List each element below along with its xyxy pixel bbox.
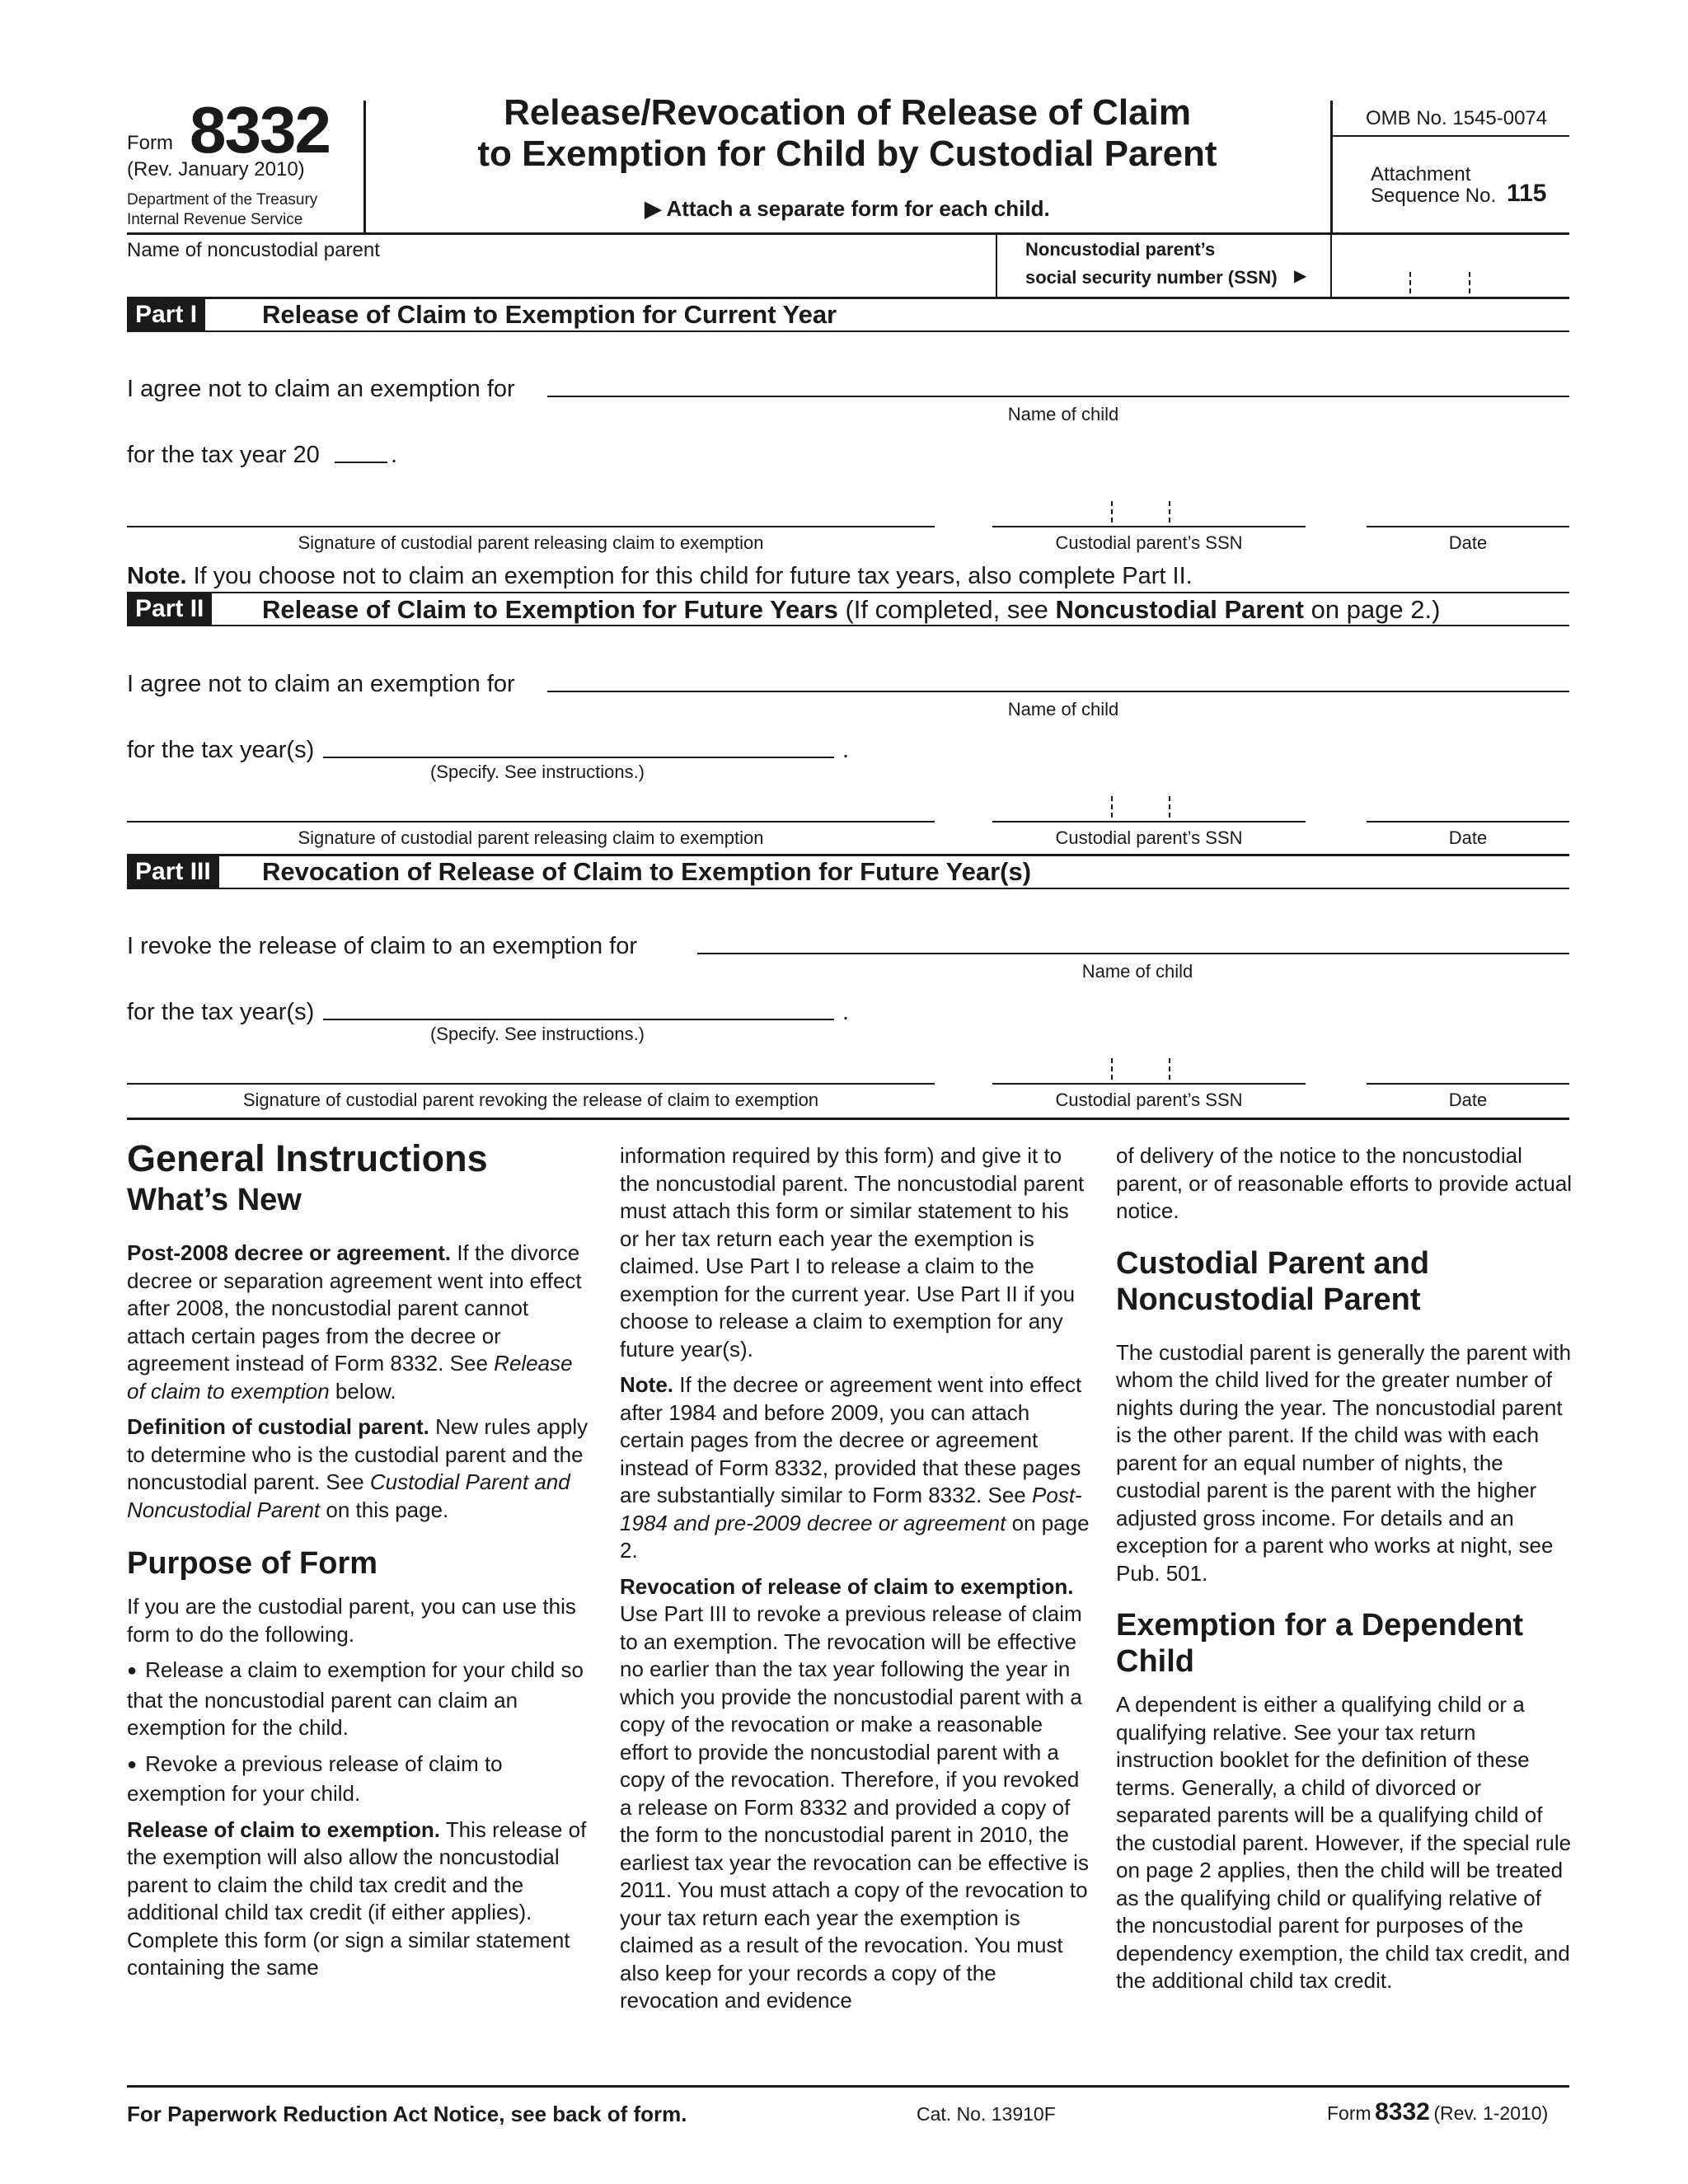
part-3-child-name-caption: Name of child [1081, 961, 1193, 982]
period: . [842, 737, 850, 763]
release-label: Release of claim to exemption. [127, 1816, 441, 1842]
part-1-ssn-caption: Custodial parent’s SSN [1055, 532, 1243, 553]
part-2-ssn-field[interactable] [992, 821, 1306, 823]
row-rule [127, 297, 1569, 299]
ssn-separator [1169, 501, 1170, 523]
part-3-label: Part III [127, 856, 219, 888]
part-2-top-rule [127, 592, 1569, 593]
note-2-text: If the decree or agreement went into effect after 1984 and before 2009, you can attach certain pages from the decree or agreement instead of Form 8332, provided that these pages are substantially similar to Form 8332. See [620, 1372, 1082, 1507]
post2008-ref: Release of claim to exemption [127, 1351, 573, 1404]
attachment-label: Attachment [1371, 163, 1471, 185]
part-2-title-ref: Noncustodial Parent [1055, 595, 1304, 624]
part-2-title-end: on page 2.) [1311, 595, 1441, 624]
part-3-bottom-rule [127, 1118, 1569, 1120]
paperwork-notice: For Paperwork Reduction Act Notice, see back of form. [127, 2102, 687, 2126]
part-3-date-field[interactable] [1367, 1083, 1569, 1085]
footer-form-number: 8332 [1375, 2098, 1430, 2125]
footer-form-id [1327, 2098, 1548, 2126]
part-2-tax-years-text: for the tax year(s) [127, 737, 315, 763]
part-2-title [262, 595, 1440, 625]
part-2-ssn-caption: Custodial parent’s SSN [1055, 827, 1243, 848]
footer-revision: (Rev. 1-2010) [1433, 2102, 1549, 2124]
footer-form-word: Form [1327, 2102, 1372, 2124]
part-3-tax-years-text: for the tax year(s) [127, 999, 315, 1025]
noncustodial-name-label: Name of noncustodial parent [127, 239, 380, 261]
part-1-date-caption: Date [1448, 532, 1488, 553]
ssn-separator [1169, 1058, 1170, 1080]
part-2-rule [127, 625, 1569, 626]
definition-text: New rules apply to determine who is the custodial parent and the noncustodial parent. See [127, 1414, 588, 1494]
part-1-signature-field[interactable] [127, 526, 935, 527]
note-2-ref: Post-1984 and pre-2009 decree or agreement [620, 1483, 1082, 1535]
purpose-bullet-1-text: Release a claim to exemption for your child so that the noncustodial parent can claim an exemption for the child. [127, 1657, 584, 1740]
exemption-heading: Exemption for a Dependent Child [1116, 1608, 1524, 1679]
period: . [391, 442, 398, 468]
purpose-intro: If you are the custodial parent, you can use this form to do the following. [127, 1594, 576, 1647]
omb-divider [1332, 135, 1569, 137]
custodial-paragraph: The custodial parent is generally the parent with whom the child lived for the greater number of nights during the year. The noncustodial parent is the other parent. If the child was with each parent for an equal number of nights, the custodial parent is the parent with the higher adjusted gross income. For details and an exception for a parent who works at night, see Pub. 501. [1116, 1339, 1572, 1586]
ssn-separator [1409, 272, 1411, 293]
revocation-continued: of delivery of the notice to the noncustodial parent, or of reasonable efforts to provide actual notice. [1116, 1143, 1573, 1223]
post2008-paragraph [127, 1240, 588, 1405]
purpose-bullet-2 [127, 1750, 588, 1808]
form-title-line1: Release/Revocation of Release of Claim [504, 92, 1191, 133]
noncustodial-name-field[interactable] [127, 262, 992, 295]
definition-ref: Custodial Parent and Noncustodial Parent [127, 1469, 570, 1522]
ssn-separator [1111, 796, 1113, 818]
part-1-ssn-field[interactable] [992, 526, 1306, 527]
agency: Internal Revenue Service [127, 211, 303, 228]
release-paragraph [127, 1816, 588, 1982]
note-2-label: Note. [620, 1372, 673, 1397]
header-rule [127, 232, 1569, 235]
part-3-rule [127, 888, 1569, 889]
period: . [842, 999, 850, 1025]
arrow-right-icon: ▶ [645, 196, 662, 221]
part-2-child-name-caption: Name of child [1007, 699, 1119, 719]
definition-end: on this page. [326, 1497, 449, 1522]
part-2-signature-caption: Signature of custodial parent releasing claim to exemption [298, 827, 764, 848]
part-1-signature-caption: Signature of custodial parent releasing claim to exemption [298, 532, 764, 553]
part-3-signature-field[interactable] [127, 1083, 935, 1085]
post2008-end: below. [335, 1378, 396, 1404]
part-2-child-name-field[interactable] [547, 691, 1569, 692]
department: Department of the Treasury [127, 191, 318, 209]
purpose-bullet-2-text: Revoke a previous release of claim to exemption for your child. [127, 1750, 503, 1806]
catalog-number: Cat. No. 13910F [917, 2103, 1056, 2125]
purpose-bullet-1 [127, 1657, 588, 1742]
revocation-paragraph [620, 1573, 1090, 2015]
part-2-signature-field[interactable] [127, 821, 935, 823]
form-revision: (Rev. January 2010) [127, 158, 305, 180]
definition-label: Definition of custodial parent. [127, 1414, 429, 1439]
sequence-label: Sequence No. [1371, 185, 1497, 207]
part-1-label: Part I [127, 299, 205, 330]
ssn-separator [1469, 272, 1470, 293]
post2008-text: If the divorce decree or separation agreement went into effect after 2008, the noncustodial parent cannot attach certain pages from the decree or agreement instead of Form 8332. See [127, 1240, 582, 1376]
custodial-heading: Custodial Parent and Noncustodial Parent [1116, 1245, 1430, 1317]
form-word: Form [127, 132, 173, 154]
part-3-revoke-text: I revoke the release of claim to an exemption for [127, 933, 637, 959]
part-2-agree-text: I agree not to claim an exemption for [127, 671, 515, 697]
note-line [127, 563, 1193, 590]
post2008-label: Post-2008 decree or agreement. [127, 1240, 452, 1265]
sequence-number: 115 [1507, 180, 1547, 207]
part-2-title-main: Release of Claim to Exemption for Future Years [262, 595, 838, 624]
ssn-box-divider [1330, 234, 1332, 298]
part-1-title: Release of Claim to Exemption for Current Year [262, 300, 837, 329]
part-2-specify-caption: (Specify. See instructions.) [429, 762, 645, 782]
ssn-separator [1111, 501, 1113, 523]
part-2-date-caption: Date [1448, 827, 1488, 848]
part-1-rule [127, 330, 1569, 332]
note-label: Note. [127, 563, 187, 589]
part-1-child-name-field[interactable] [547, 396, 1569, 397]
footer-rule [127, 2085, 1569, 2088]
part-1-tax-year-text: for the tax year 20 [127, 442, 320, 468]
header-divider-left [363, 101, 366, 232]
release-text: This release of the exemption will also allow the noncustodial parent to claim the child tax credit and the additional child tax credit (if either applies). Complete this form (or sign a similar statement containing the same [127, 1816, 587, 1980]
revocation-label: Revocation of release of claim to exemption. [620, 1573, 1074, 1599]
part-1-agree-text: I agree not to claim an exemption for [127, 376, 515, 402]
revocation-text: Use Part III to revoke a previous release of claim to an exemption. The revocation will be effective no earlier than the tax year following the year in which you provide the noncustodial parent with a copy of the revocation or make a reasonable effort to provide the noncustodial parent with a copy of the revocation. Therefore, if you revoked a release on Form 8332 and provided a copy of the form to the noncustodial parent in 2010, the earliest tax year the revocation can be effective is 2011. You must attach a copy of the revocation to your tax return each year the exemption is claimed as a result of the revocation. You must also keep for your records a copy of the revocation and evidence [620, 1601, 1089, 2013]
noncustodial-ssn-field[interactable] [1334, 239, 1569, 297]
part-2-title-paren: (If completed, see [845, 595, 1048, 624]
noncustodial-ssn-label-2: social security number (SSN) [1025, 267, 1278, 288]
header-divider-right [1330, 101, 1333, 232]
part-3-signature-caption: Signature of custodial parent revoking the release of claim to exemption [242, 1090, 819, 1110]
ssn-separator [1169, 796, 1170, 818]
part-3-top-rule [127, 854, 1569, 856]
general-instructions-heading: General Instructions [127, 1137, 488, 1179]
part-3-ssn-caption: Custodial parent’s SSN [1055, 1090, 1243, 1110]
part-3-specify-caption: (Specify. See instructions.) [429, 1024, 645, 1044]
exemption-paragraph: A dependent is either a qualifying child or a qualifying relative. See your tax return instruction booklet for the definition of these terms. Generally, a child of divorced or separated parents will be a qualifying child of the custodial parent. However, if the special rule on page 2 applies, then the child will be treated as the qualifying child or qualifying relative of the noncustodial parent for purposes of the dependency exemption, the child tax credit, and the additional child tax credit. [1116, 1692, 1572, 1993]
attach-note-text: Attach a separate form for each child. [666, 196, 1050, 221]
ssn-separator [1111, 1058, 1113, 1080]
instructions-column-1 [127, 1137, 588, 1990]
form-number: 8332 [190, 93, 330, 166]
whats-new-heading: What’s New [127, 1183, 302, 1217]
form-title [369, 92, 1325, 175]
part-3-title: Revocation of Release of Claim to Exemption for Future Year(s) [262, 857, 1032, 886]
part-2-label: Part II [127, 593, 212, 625]
noncustodial-ssn-label-1: Noncustodial parent’s [1025, 239, 1216, 260]
part-3-tax-years-field[interactable] [323, 1019, 834, 1020]
purpose-heading: Purpose of Form [127, 1546, 378, 1581]
part-3-child-name-field[interactable] [697, 953, 1569, 954]
part-1-child-name-caption: Name of child [1007, 404, 1119, 424]
part-2-tax-years-field[interactable] [323, 757, 834, 758]
part-3-ssn-field[interactable] [992, 1083, 1306, 1085]
attach-note [369, 196, 1325, 222]
ssn-divider [996, 234, 997, 298]
note-2-end: on page 2. [620, 1510, 1090, 1563]
instructions-column-3 [1116, 1142, 1573, 2004]
purpose-continued: information required by this form) and give it to the noncustodial parent. The noncustodial parent must attach this form or similar statement to his or her tax return each year the exemption is claimed. Use Part I to release a claim to the exemption for the current year. Use Part II if you choose to release a claim to exemption for any future year(s). [620, 1143, 1085, 1361]
note-text: If you choose not to claim an exemption for this child for future tax years, also complete Part II. [193, 563, 1193, 589]
note-2-paragraph [620, 1371, 1090, 1565]
part-1-tax-year-field[interactable] [335, 462, 387, 463]
definition-paragraph [127, 1413, 588, 1524]
part-1-date-field[interactable] [1367, 526, 1569, 527]
form-title-line2: to Exemption for Child by Custodial Parent [477, 134, 1217, 174]
part-3-date-caption: Date [1448, 1090, 1488, 1110]
arrow-right-icon: ▶ [1294, 267, 1307, 285]
instructions-column-2 [620, 1142, 1090, 2023]
part-2-date-field[interactable] [1367, 821, 1569, 823]
omb-number: OMB No. 1545-0074 [1366, 107, 1548, 129]
